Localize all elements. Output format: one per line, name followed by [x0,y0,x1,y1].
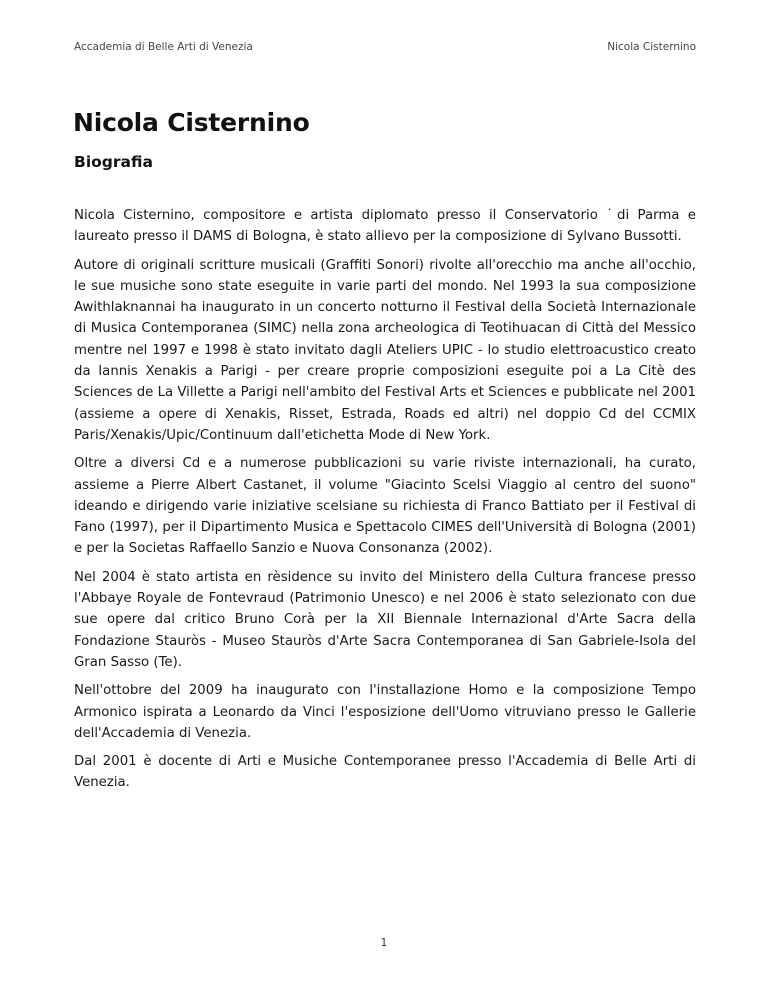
page-title: Nicola Cisternino [73,108,310,137]
paragraph: Nicola Cisternino, compositore e artista diplomato presso il Conservatorio ˙di Parma e laureato presso il DAMS di Bologna, è stato allievo per la composizione di Sylvano Bussotti. [74,208,696,245]
paragraph: Dal 2001 è docente di Arti e Musiche Contemporanee presso l'Accademia di Belle Arti di Venezia. [74,754,696,791]
header-author: Nicola Cisternino [607,41,696,53]
paragraph: Nell'ottobre del 2009 ha inaugurato con l'installazione Homo e la composizione Tempo Armonico ispirata a Leonardo da Vinci l'esposizione dell'Uomo vitruviano presso le Gallerie dell'Accademia di Venezia. [74,683,696,741]
header-institution: Accademia di Belle Arti di Venezia [74,41,253,53]
page-number: 1 [380,937,388,949]
paragraph: Oltre a diversi Cd e a numerose pubblicazioni su varie riviste internazionali, ha curato, assieme a Pierre Albert Castanet, il volume "Giacinto Scelsi Viaggio al centro del suono" ideando e dirigendo varie iniziative scelsiane su richiesta di Franco Battiato per il Festival di Fano (1997), per il Dipartimento Musica e Spettacolo CIMES dell'Università di Bologna (2001) e per la Societas Raffaello Sanzio e Nuova Consonanza (2002). [74,456,696,557]
paragraph: Autore di originali scritture musicali (Graffiti Sonori) rivolte all'orecchio ma anche all'occhio, le sue musiche sono state eseguite in varie parti del mondo. Nel 1993 la sua composizione Awithlaknannai ha inaugurato in un concerto notturno il Festival della Società Internazionale di Musica Contemporanea (SIMC) nella zona archeologica di Teotihuacan di Città del Messico mentre nel 1997 e 1998 è stato invitato dagli Ateliers UPIC - lo studio elettroacustico creato da Iannis Xenakis a Parigi - per creare proprie composizioni eseguite poi a La Citè des Sciences de La Villette a Parigi nell'ambito del Festival Arts et Sciences e pubblicate nel 2001 (assieme a opere di Xenakis, Risset, Estrada, Roads ed altri) nel doppio Cd del CCMIX Paris/Xenakis/Upic/Continuum dall'etichetta Mode di New York. [74,257,696,443]
paragraph: Nel 2004 è stato artista en rèsidence su invito del Ministero della Cultura francese presso l'Abbaye Royale de Fontevraud (Patrimonio Unesco) e nel 2006 è stato selezionato con due sue opere dal critico Bruno Corà per la XII Biennale Internazional d'Arte Sacra della Fondazione Stauròs - Museo Stauròs d'Arte Sacra Contemporanea di San Gabriele-Isola del Gran Sasso (Te). [74,569,696,670]
running-header [74,41,696,55]
biography-text [74,205,696,801]
section-heading: Biografia [74,153,153,171]
